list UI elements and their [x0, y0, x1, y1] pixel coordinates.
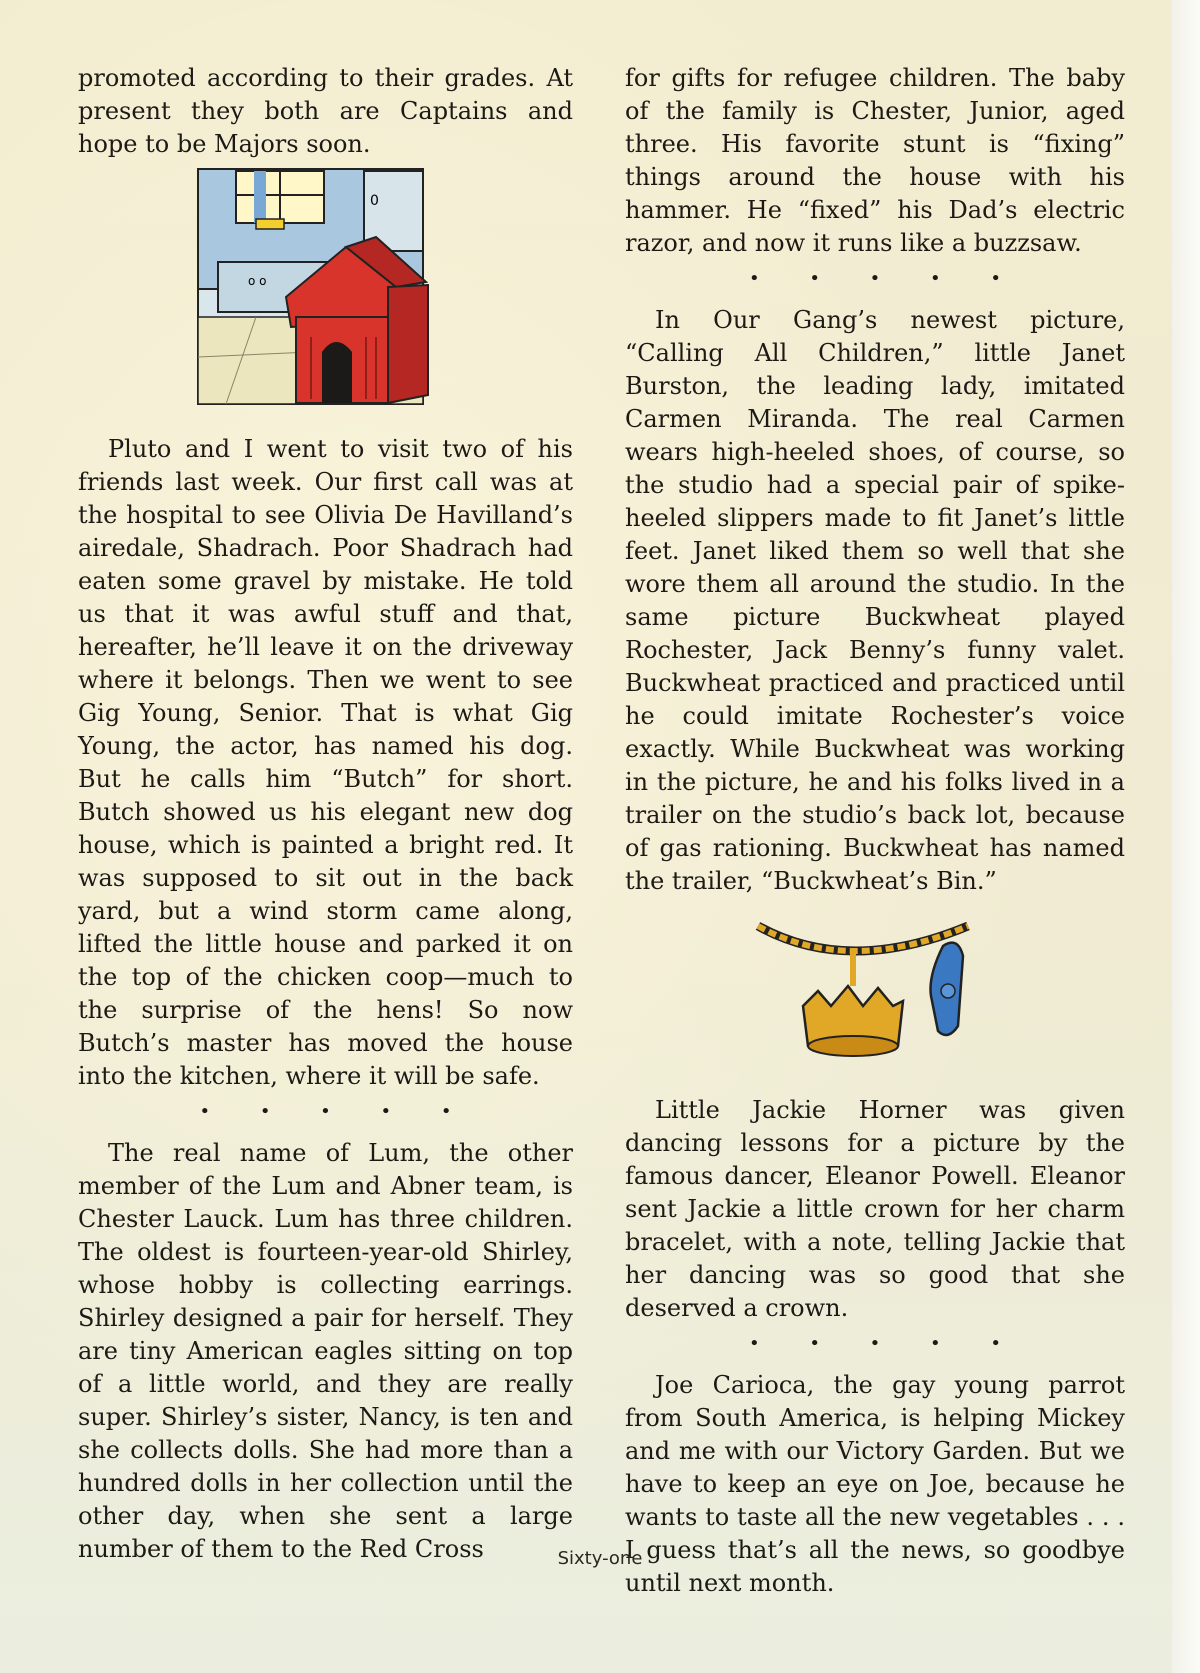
right-column	[625, 62, 1125, 1600]
charm-bracelet-illustration	[753, 906, 1003, 1086]
section-separator: • • • • •	[199, 1101, 474, 1122]
left-column	[78, 62, 573, 1566]
section-separator: • • • • •	[749, 268, 1023, 289]
left-para-3: The real name of Lum, the other member of the Lum and Abner team, is Chester Lauck. Lum has three children. The oldest is fourteen-year-old Shirley, whose hobby is collecting earrings. Shirley designed a pair for herself. They are tiny American eagles sitting on top of a little world, and they are really super. Shirley’s sister, Nancy, is ten and she collects dolls. She had more than a hundred dolls in her collection until the other day, when she sent a large number of them to the Red Cross	[78, 1139, 573, 1563]
right-para-3: Little Jackie Horner was given dancing lessons for a picture by the famous dancer, Eleanor Powell. Eleanor sent Jackie a little crown for her charm bracelet, with a note, telling Jackie that her dancing was so good that she deserved a crown.	[625, 1096, 1125, 1322]
page-number: Sixty-one	[557, 1548, 643, 1569]
right-para-2: In Our Gang’s newest picture, “Calling All Children,” little Janet Burston, the leading lady, imitated Carmen Miranda. The real Carmen wears high-heeled shoes, of course, so the studio had a special pair of spike-heeled slippers made to fit Janet’s little feet. Janet liked them so well that she wore them all around the studio. In the same picture Buckwheat played Rochester, Jack Benny’s funny valet. Buckwheat practiced and practiced until he could imitate Rochester’s voice exactly. While Buckwheat was working in the picture, he and his folks lived in a trailer on the studio’s back lot, because of gas rationing. Buckwheat has named the trailer, “Buckwheat’s Bin.”	[625, 306, 1125, 895]
page-edge	[1172, 0, 1200, 1673]
left-para-1: promoted according to their grades. At present they both are Captains and hope to be Majors soon.	[78, 64, 573, 158]
doghouse-illustration	[196, 167, 451, 425]
svg-text:0: 0	[370, 193, 379, 209]
right-para-4: Joe Carioca, the gay young parrot from South America, is helping Mickey and me with our Victory Garden. But we have to keep an eye on Joe, because he wants to taste all the new vegetables . . . I guess that’s all the news, so goodbye until next month.	[625, 1371, 1125, 1597]
section-separator: • • • • •	[749, 1333, 1023, 1354]
svg-text:o o: o o	[248, 274, 267, 288]
right-para-1: for gifts for refugee children. The baby of the family is Chester, Junior, aged three. His favorite stunt is “fixing” things around the house with his hammer. He “fixed” his Dad’s electric razor, and now it runs like a buzzsaw.	[625, 64, 1125, 257]
left-para-2: Pluto and I went to visit two of his friends last week. Our first call was at the hospital to see Olivia De Havilland’s airedale, Shadrach. Poor Shadrach had eaten some gravel by mistake. He told us that it was awful stuff and that, hereafter, he’ll leave it on the driveway where it belongs. Then we went to see Gig Young, Senior. That is what Gig Young, the actor, has named his dog. But he calls him “Butch” for short. Butch showed us his elegant new dog house, which is painted a bright red. It was supposed to sit out in the back yard, but a wind storm came along, lifted the little house and parked it on the top of the chicken coop—much to the surprise of the hens! So now Butch’s master has moved the house into the kitchen, where it will be safe.	[78, 435, 573, 1090]
